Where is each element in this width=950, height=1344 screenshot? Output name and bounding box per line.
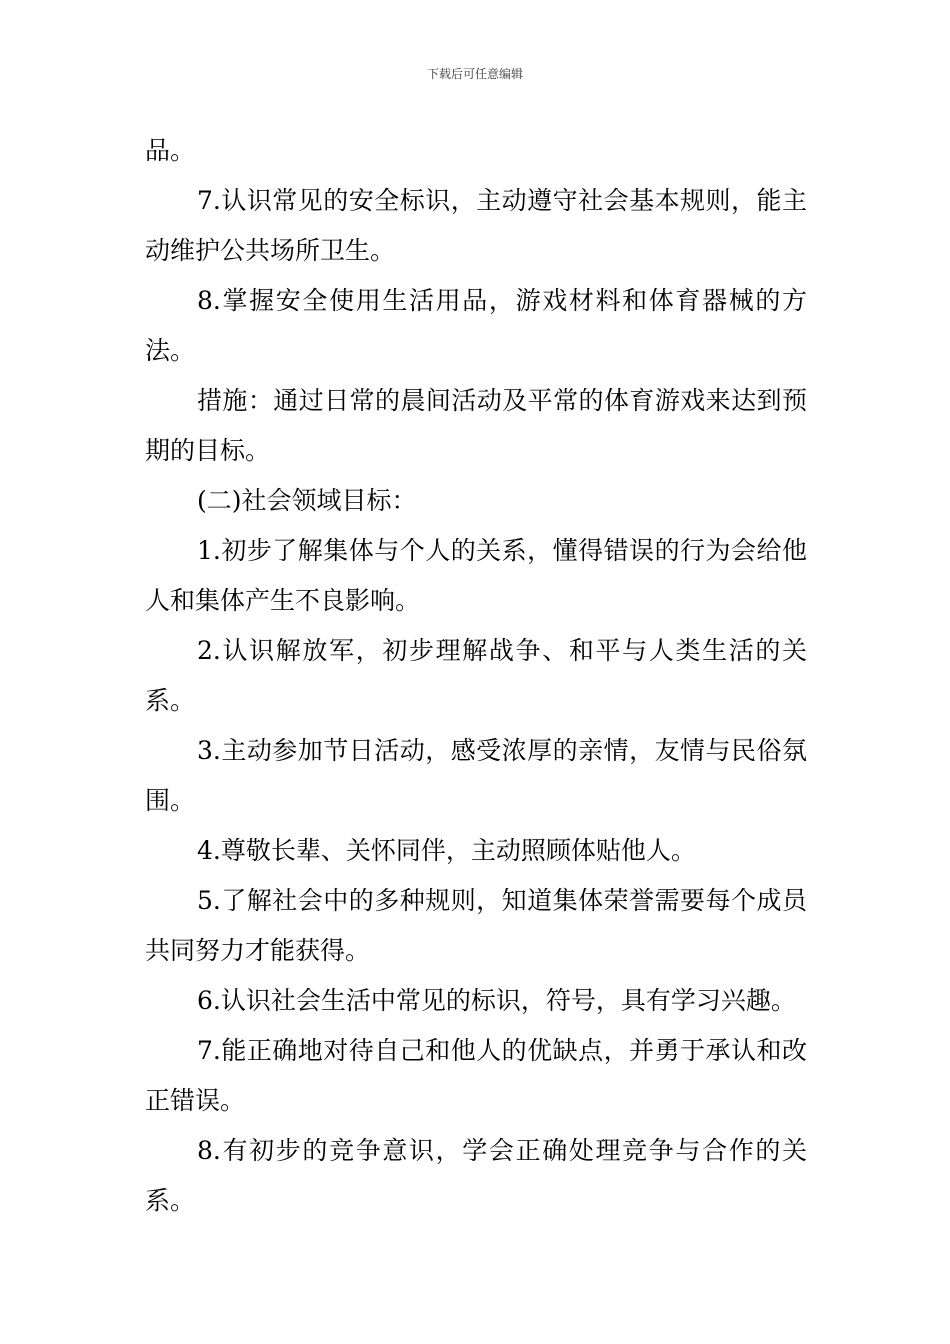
document-body (145, 126, 807, 1226)
paragraph-measures: 措施：通过日常的晨间活动及平常的体育游戏来达到预期的目标。 (145, 386, 807, 465)
paragraph-health-goal-8: 8.掌握安全使用生活用品，游戏材料和体育器械的方法。 (145, 286, 807, 365)
paragraph-continuation: 品。 (145, 136, 196, 165)
paragraph-social-goal-2: 2.认识解放军，初步理解战争、和平与人类生活的关系。 (145, 636, 807, 715)
paragraph-social-goal-5: 5.了解社会中的多种规则，知道集体荣誉需要每个成员共同努力才能获得。 (145, 886, 807, 965)
paragraph-social-goal-1: 1.初步了解集体与个人的关系，懂得错误的行为会给他人和集体产生不良影响。 (145, 536, 807, 615)
section-heading-social: (二)社会领域目标： (197, 486, 417, 515)
paragraph-social-goal-8: 8.有初步的竞争意识，学会正确处理竞争与合作的关系。 (145, 1136, 807, 1215)
paragraph-social-goal-7: 7.能正确地对待自己和他人的优缺点，并勇于承认和改正错误。 (145, 1036, 807, 1115)
page-header: 下载后可任意编辑 (426, 67, 523, 81)
paragraph-health-goal-7: 7.认识常见的安全标识，主动遵守社会基本规则，能主动维护公共场所卫生。 (145, 186, 807, 265)
paragraph-social-goal-6: 6.认识社会生活中常见的标识，符号，具有学习兴趣。 (197, 986, 796, 1015)
paragraph-social-goal-3: 3.主动参加节日活动，感受浓厚的亲情，友情与民俗氛围。 (145, 736, 807, 815)
paragraph-social-goal-4: 4.尊敬长辈、关怀同伴，主动照顾体贴他人。 (197, 836, 696, 865)
